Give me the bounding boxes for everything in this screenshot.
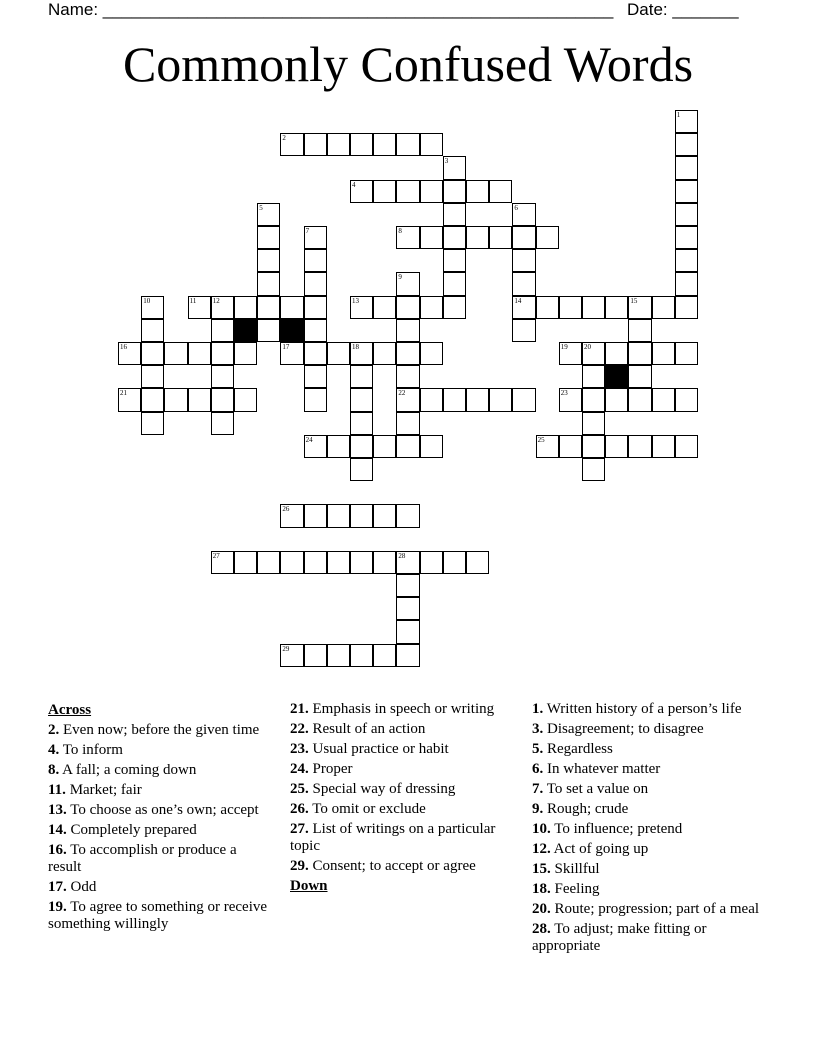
clue-item-text: To omit or exclude xyxy=(308,801,426,817)
clue-item-number: 23. xyxy=(290,741,309,757)
crossword-cell[interactable] xyxy=(327,342,350,365)
clue-item xyxy=(532,721,764,738)
clue-item-number: 12. xyxy=(532,841,551,857)
crossword-cell[interactable] xyxy=(350,458,373,481)
crossword-cell[interactable] xyxy=(257,249,280,272)
crossword-cell[interactable] xyxy=(327,435,350,458)
crossword-cell[interactable] xyxy=(443,180,466,203)
clue-item-text: Regardless xyxy=(543,741,613,757)
clue-item-text: Proper xyxy=(308,761,353,777)
clue-item-text: Written history of a person’s life xyxy=(543,701,742,717)
crossword-cell[interactable] xyxy=(304,133,327,156)
crossword-cell[interactable] xyxy=(536,226,559,249)
clue-item-number: 4. xyxy=(48,742,60,758)
clue-item-number: 22. xyxy=(290,721,309,737)
crossword-cell[interactable] xyxy=(559,388,582,411)
clue-number: 11 xyxy=(189,296,197,305)
clue-item xyxy=(532,921,764,955)
crossword-cell[interactable] xyxy=(489,180,512,203)
crossword-cell[interactable] xyxy=(257,296,280,319)
crossword-cell[interactable] xyxy=(605,388,628,411)
crossword-cell[interactable] xyxy=(257,551,280,574)
clue-item-text: To accomplish or produce a result xyxy=(48,842,237,875)
crossword-cell[interactable] xyxy=(628,365,651,388)
clue-item xyxy=(532,781,764,798)
crossword-cell[interactable] xyxy=(257,203,280,226)
clue-number: 8 xyxy=(398,227,402,235)
crossword-cell[interactable] xyxy=(211,388,234,411)
crossword-cell[interactable] xyxy=(396,620,419,643)
clue-number: 20 xyxy=(584,343,591,351)
crossword-cell[interactable] xyxy=(188,388,211,411)
clues-column-1 xyxy=(48,701,273,936)
crossword-cell[interactable] xyxy=(420,226,443,249)
clue-item-number: 2. xyxy=(48,722,60,738)
crossword-cell[interactable] xyxy=(304,388,327,411)
crossword-cell[interactable] xyxy=(280,551,303,574)
clue-item-text: Completely prepared xyxy=(66,822,197,838)
crossword-cell[interactable] xyxy=(512,249,535,272)
clues-column-2 xyxy=(290,701,515,898)
clue-item xyxy=(48,899,273,933)
crossword-cell[interactable] xyxy=(675,180,698,203)
crossword-cell[interactable] xyxy=(396,412,419,435)
crossword-cell[interactable] xyxy=(396,296,419,319)
crossword-cell[interactable] xyxy=(350,365,373,388)
clue-item-number: 3. xyxy=(532,721,544,737)
clue-item-text: List of writings on a particular topic xyxy=(290,821,496,854)
clue-section-heading: Down xyxy=(290,878,328,894)
clue-item-number: 19. xyxy=(48,899,67,915)
clue-item-number: 28. xyxy=(532,921,551,937)
clue-item-text: In whatever matter xyxy=(543,761,661,777)
crossword-black-cell xyxy=(605,365,628,388)
clue-item-number: 7. xyxy=(532,781,544,797)
crossword-cell[interactable] xyxy=(211,342,234,365)
crossword-cell[interactable] xyxy=(466,551,489,574)
crossword-cell[interactable] xyxy=(628,388,651,411)
clue-item-number: 6. xyxy=(532,761,544,777)
crossword-cell[interactable] xyxy=(304,435,327,458)
clue-number: 10 xyxy=(143,296,151,305)
clue-item-text: Market; fair xyxy=(65,782,142,798)
crossword-cell[interactable] xyxy=(350,180,373,203)
crossword-cell[interactable] xyxy=(443,249,466,272)
clue-item-text: Feeling xyxy=(550,881,600,897)
crossword-cell[interactable] xyxy=(118,342,141,365)
crossword-cell[interactable] xyxy=(559,342,582,365)
clue-item-number: 13. xyxy=(48,802,67,818)
crossword-cell[interactable] xyxy=(373,296,396,319)
crossword-cell[interactable] xyxy=(396,574,419,597)
crossword-cell[interactable] xyxy=(327,133,350,156)
crossword-cell[interactable] xyxy=(605,342,628,365)
clue-item-text: Rough; crude xyxy=(543,801,629,817)
crossword-cell[interactable] xyxy=(443,226,466,249)
clues-column-3 xyxy=(532,701,764,958)
crossword-cell[interactable] xyxy=(582,365,605,388)
clue-item xyxy=(290,821,515,855)
clue-item-number: 20. xyxy=(532,901,551,917)
clue-item xyxy=(532,841,764,858)
crossword-cell[interactable] xyxy=(675,203,698,226)
crossword-cell[interactable] xyxy=(420,342,443,365)
clue-item-number: 1. xyxy=(532,701,544,717)
crossword-cell[interactable] xyxy=(582,296,605,319)
clue-item xyxy=(48,782,273,799)
crossword-cell[interactable] xyxy=(118,388,141,411)
crossword-cell[interactable] xyxy=(582,342,605,365)
crossword-cell[interactable] xyxy=(512,388,535,411)
name-field-label: Name: ______________________________________________________ xyxy=(48,0,614,19)
date-field-label: Date: _______ xyxy=(627,0,739,19)
clue-item xyxy=(532,741,764,758)
clue-item xyxy=(290,858,515,875)
crossword-cell[interactable] xyxy=(396,133,419,156)
crossword-cell[interactable] xyxy=(582,458,605,481)
crossword-cell[interactable] xyxy=(396,319,419,342)
clue-number: 3 xyxy=(444,157,449,166)
clue-item-number: 5. xyxy=(532,741,544,757)
clue-item-number: 10. xyxy=(532,821,551,837)
clue-item-number: 18. xyxy=(532,881,551,897)
clue-item xyxy=(532,861,764,878)
crossword-cell[interactable] xyxy=(327,504,350,527)
clue-number: 22 xyxy=(398,389,406,398)
crossword-cell[interactable] xyxy=(304,296,327,319)
clue-number: 27 xyxy=(212,551,220,560)
clue-item-number: 9. xyxy=(532,801,544,817)
crossword-cell[interactable] xyxy=(327,551,350,574)
page-title: Commonly Confused Words xyxy=(122,36,694,92)
clue-item-number: 17. xyxy=(48,879,67,895)
clue-item xyxy=(48,722,273,739)
crossword-cell[interactable] xyxy=(396,435,419,458)
crossword-cell[interactable] xyxy=(559,296,582,319)
clue-number: 19 xyxy=(560,343,568,351)
clue-number: 17 xyxy=(282,343,290,351)
crossword-cell[interactable] xyxy=(582,388,605,411)
crossword-cell[interactable] xyxy=(396,551,419,574)
clue-item-text: To choose as one’s own; accept xyxy=(66,802,259,818)
clue-item xyxy=(532,881,764,898)
crossword-cell[interactable] xyxy=(350,504,373,527)
clue-item xyxy=(532,701,764,718)
crossword-cell[interactable] xyxy=(396,644,419,667)
clue-number: 5 xyxy=(259,203,263,212)
clue-number: 1 xyxy=(676,111,681,119)
clue-item xyxy=(48,822,273,839)
crossword-cell[interactable] xyxy=(675,272,698,295)
clue-number: 24 xyxy=(305,435,313,444)
crossword-cell[interactable] xyxy=(211,296,234,319)
crossword-cell[interactable] xyxy=(327,644,350,667)
clue-number: 7 xyxy=(305,227,310,235)
clue-item-text: To adjust; make fitting or appropriate xyxy=(532,921,707,954)
crossword-cell[interactable] xyxy=(211,551,234,574)
crossword-cell[interactable] xyxy=(141,388,164,411)
crossword-cell[interactable] xyxy=(675,110,698,133)
clue-number: 2 xyxy=(282,134,286,143)
crossword-black-cell xyxy=(234,319,257,342)
clue-number: 18 xyxy=(352,343,359,351)
crossword-black-cell xyxy=(280,319,303,342)
crossword-cell[interactable] xyxy=(234,296,257,319)
clue-item xyxy=(532,901,764,918)
crossword-cell[interactable] xyxy=(304,272,327,295)
clue-item-number: 15. xyxy=(532,861,551,877)
clue-item-text: To inform xyxy=(59,742,123,758)
crossword-cell[interactable] xyxy=(396,365,419,388)
crossword-cell[interactable] xyxy=(141,365,164,388)
crossword-cell[interactable] xyxy=(141,342,164,365)
crossword-cell[interactable] xyxy=(652,296,675,319)
clue-number: 29 xyxy=(282,644,290,653)
crossword-cell[interactable] xyxy=(420,551,443,574)
crossword-cell[interactable] xyxy=(304,504,327,527)
crossword-cell[interactable] xyxy=(420,180,443,203)
clue-item-text: To influence; pretend xyxy=(550,821,683,837)
crossword-cell[interactable] xyxy=(675,435,698,458)
clue-item xyxy=(532,761,764,778)
crossword-cell[interactable] xyxy=(512,296,535,319)
crossword-cell[interactable] xyxy=(211,412,234,435)
crossword-cell[interactable] xyxy=(234,388,257,411)
clue-item-text: Act of going up xyxy=(550,841,649,857)
crossword-cell[interactable] xyxy=(141,319,164,342)
clue-number: 26 xyxy=(282,505,290,514)
clue-item-text: A fall; a coming down xyxy=(59,762,197,778)
crossword-cell[interactable] xyxy=(396,388,419,411)
crossword-cell[interactable] xyxy=(188,342,211,365)
clue-number: 9 xyxy=(398,273,402,282)
clue-item xyxy=(290,761,515,778)
crossword-cell[interactable] xyxy=(582,435,605,458)
crossword-cell[interactable] xyxy=(582,412,605,435)
crossword-cell[interactable] xyxy=(350,412,373,435)
clue-number: 23 xyxy=(560,389,568,398)
clue-item xyxy=(290,781,515,798)
crossword-cell[interactable] xyxy=(373,504,396,527)
crossword-cell[interactable] xyxy=(304,319,327,342)
clue-item-number: 14. xyxy=(48,822,67,838)
crossword-cell[interactable] xyxy=(350,133,373,156)
crossword-cell[interactable] xyxy=(304,644,327,667)
crossword-cell[interactable] xyxy=(396,597,419,620)
crossword-cell[interactable] xyxy=(443,388,466,411)
crossword-cell[interactable] xyxy=(350,551,373,574)
crossword-cell[interactable] xyxy=(628,342,651,365)
crossword-cell[interactable] xyxy=(443,272,466,295)
crossword-cell[interactable] xyxy=(280,133,303,156)
crossword-cell[interactable] xyxy=(280,296,303,319)
crossword-cell[interactable] xyxy=(675,388,698,411)
crossword-cell[interactable] xyxy=(675,156,698,179)
crossword-cell[interactable] xyxy=(257,319,280,342)
clue-number: 21 xyxy=(120,389,127,398)
crossword-cell[interactable] xyxy=(396,504,419,527)
crossword-cell[interactable] xyxy=(652,342,675,365)
crossword-cell[interactable] xyxy=(466,180,489,203)
crossword-cell[interactable] xyxy=(396,272,419,295)
crossword-cell[interactable] xyxy=(373,644,396,667)
crossword-cell[interactable] xyxy=(350,435,373,458)
crossword-cell[interactable] xyxy=(304,249,327,272)
clue-item-text: Odd xyxy=(66,879,97,895)
crossword-cell[interactable] xyxy=(559,435,582,458)
crossword-cell[interactable] xyxy=(350,644,373,667)
crossword-cell[interactable] xyxy=(141,412,164,435)
clue-number: 28 xyxy=(398,551,406,560)
clue-item-text: Even now; before the given time xyxy=(59,722,260,738)
crossword-cell[interactable] xyxy=(489,388,512,411)
crossword-cell[interactable] xyxy=(675,342,698,365)
clue-item xyxy=(290,721,515,738)
clue-item-text: Skillful xyxy=(550,861,600,877)
clue-item xyxy=(48,802,273,819)
crossword-cell[interactable] xyxy=(512,203,535,226)
clue-item-number: 8. xyxy=(48,762,60,778)
clue-item-text: Route; progression; part of a meal xyxy=(550,901,760,917)
crossword-cell[interactable] xyxy=(512,272,535,295)
clue-number: 6 xyxy=(514,203,518,212)
clue-item-text: Special way of dressing xyxy=(308,781,456,797)
clue-item-text: Consent; to accept or agree xyxy=(308,858,476,874)
crossword-cell[interactable] xyxy=(420,133,443,156)
crossword-cell[interactable] xyxy=(257,226,280,249)
crossword-cell[interactable] xyxy=(304,551,327,574)
crossword-cell[interactable] xyxy=(512,319,535,342)
clue-section-heading: Across xyxy=(48,702,92,718)
crossword-cell[interactable] xyxy=(304,342,327,365)
crossword-cell[interactable] xyxy=(628,319,651,342)
crossword-cell[interactable] xyxy=(652,388,675,411)
crossword-cell[interactable] xyxy=(628,435,651,458)
crossword-cell[interactable] xyxy=(536,296,559,319)
crossword-cell[interactable] xyxy=(373,342,396,365)
clue-number: 13 xyxy=(352,296,359,305)
clue-number: 15 xyxy=(630,296,638,305)
clue-item xyxy=(290,801,515,818)
crossword-cell[interactable] xyxy=(605,296,628,319)
crossword-cell[interactable] xyxy=(675,226,698,249)
clue-item-number: 27. xyxy=(290,821,309,837)
crossword-cell[interactable] xyxy=(443,156,466,179)
clue-item-number: 29. xyxy=(290,858,309,874)
crossword-cell[interactable] xyxy=(512,226,535,249)
crossword-cell[interactable] xyxy=(466,226,489,249)
crossword-cell[interactable] xyxy=(280,644,303,667)
clue-item-text: Usual practice or habit xyxy=(308,741,449,757)
crossword-cell[interactable] xyxy=(211,319,234,342)
clue-item xyxy=(48,879,273,896)
crossword-cell[interactable] xyxy=(373,551,396,574)
crossword-cell[interactable] xyxy=(257,272,280,295)
crossword-cell[interactable] xyxy=(675,249,698,272)
clue-item-number: 16. xyxy=(48,842,67,858)
clue-number: 4 xyxy=(352,180,356,189)
clue-number: 14 xyxy=(514,296,522,305)
clue-item-text: Emphasis in speech or writing xyxy=(308,701,495,717)
crossword-cell[interactable] xyxy=(350,342,373,365)
crossword-cell[interactable] xyxy=(396,226,419,249)
clue-item xyxy=(48,842,273,876)
crossword-cell[interactable] xyxy=(605,435,628,458)
crossword-cell[interactable] xyxy=(443,296,466,319)
crossword-cell[interactable] xyxy=(234,551,257,574)
clue-item xyxy=(290,701,515,718)
crossword-cell[interactable] xyxy=(489,226,512,249)
crossword-cell[interactable] xyxy=(234,342,257,365)
crossword-cell[interactable] xyxy=(304,226,327,249)
crossword-cell[interactable] xyxy=(652,435,675,458)
crossword-cell[interactable] xyxy=(373,435,396,458)
clue-item-text: Result of an action xyxy=(308,721,426,737)
crossword-cell[interactable] xyxy=(396,342,419,365)
clue-number: 12 xyxy=(212,296,220,305)
clue-item-text: To set a value on xyxy=(543,781,649,797)
clue-item xyxy=(532,821,764,838)
clue-item-number: 24. xyxy=(290,761,309,777)
crossword-cell[interactable] xyxy=(420,435,443,458)
crossword-cell[interactable] xyxy=(280,504,303,527)
crossword-cell[interactable] xyxy=(141,296,164,319)
crossword-cell[interactable] xyxy=(420,296,443,319)
crossword-cell[interactable] xyxy=(373,180,396,203)
crossword-cell[interactable] xyxy=(350,296,373,319)
crossword-cell[interactable] xyxy=(675,133,698,156)
crossword-cell[interactable] xyxy=(373,133,396,156)
clue-number: 25 xyxy=(537,435,545,444)
crossword-cell[interactable] xyxy=(350,388,373,411)
crossword-cell[interactable] xyxy=(280,342,303,365)
clue-item-number: 26. xyxy=(290,801,309,817)
crossword-cell[interactable] xyxy=(466,388,489,411)
crossword-cell[interactable] xyxy=(304,365,327,388)
clue-item xyxy=(532,801,764,818)
clue-item xyxy=(48,762,273,779)
crossword-cell[interactable] xyxy=(443,203,466,226)
clue-item xyxy=(290,741,515,758)
crossword-cell[interactable] xyxy=(396,180,419,203)
clue-item-text: To agree to something or receive something willingly xyxy=(48,899,268,932)
crossword-cell[interactable] xyxy=(164,388,187,411)
crossword-cell[interactable] xyxy=(211,365,234,388)
crossword-cell[interactable] xyxy=(675,296,698,319)
clue-item xyxy=(48,742,273,759)
crossword-cell[interactable] xyxy=(443,551,466,574)
clue-item-number: 21. xyxy=(290,701,309,717)
clue-item-text: Disagreement; to disagree xyxy=(543,721,704,737)
crossword-cell[interactable] xyxy=(628,296,651,319)
clue-number: 16 xyxy=(120,343,127,351)
clue-item-number: 25. xyxy=(290,781,309,797)
crossword-cell[interactable] xyxy=(420,388,443,411)
crossword-cell[interactable] xyxy=(536,435,559,458)
crossword-cell[interactable] xyxy=(164,342,187,365)
crossword-cell[interactable] xyxy=(188,296,211,319)
clue-item-number: 11. xyxy=(48,782,66,798)
